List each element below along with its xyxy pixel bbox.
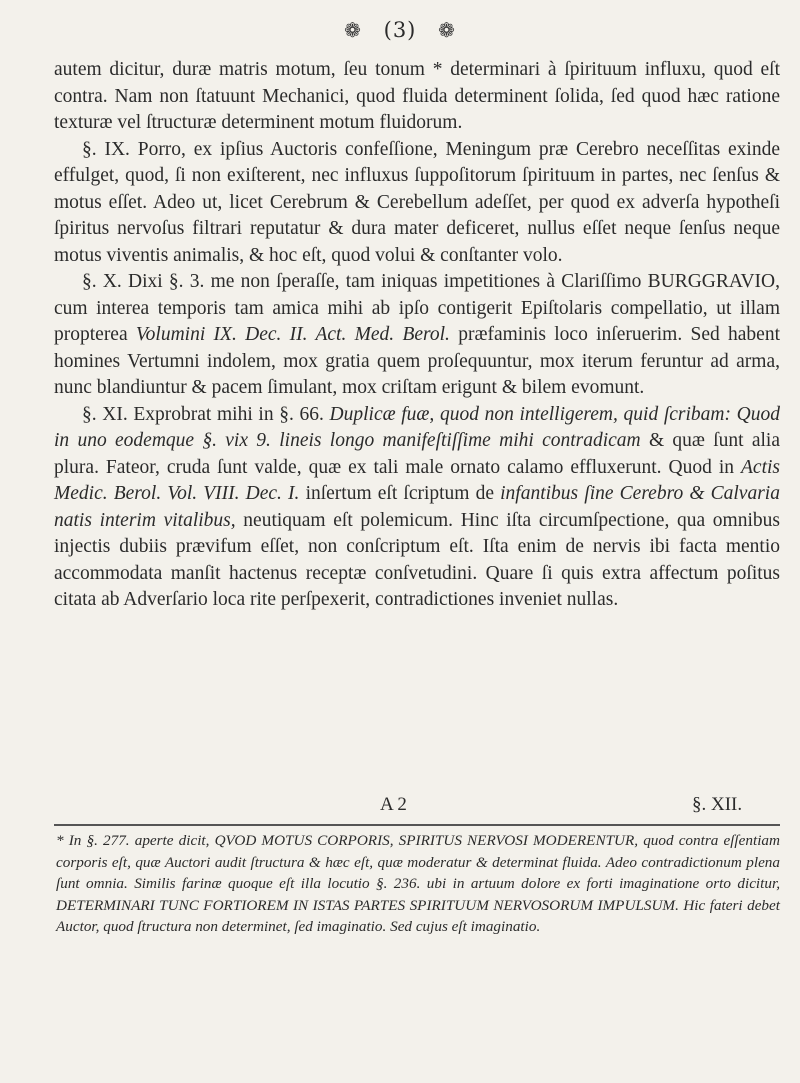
- italic-quote: Duplicæ fuæ, quod non intelligerem, quid ſcribam: Quod in uno eodemque §. vix 9. lineis longo manifeſtiſſime mihi contradicam: [54, 403, 780, 451]
- ornament-left-icon: ❁: [344, 18, 362, 42]
- ornament-right-icon: ❁: [438, 18, 456, 42]
- text-span: neutiquam eſt polemicum. Hinc iſta circumſpectione, qua omnibus injectis dubiis prævifum eſſet, non conſcriptum eſt. Iſta enim de nervis ibi facta mentio accommodata manſit hactenus receptæ conſvetudini. Quare ſi quis extra affectum poſitus citata ab Adverſario loca rite perſpexerit, contradictiones inveniet nullas.: [54, 509, 780, 610]
- italic-citation: Actis Medic. Berol. Vol. VIII. Dec. I.: [54, 456, 780, 504]
- italic-title: infantibus ſine Cerebro & Calvaria natis interim vitalibus,: [54, 483, 780, 531]
- text-span: §. XI. Exprobrat mihi in §. 66.: [82, 403, 330, 425]
- main-text: [54, 57, 780, 614]
- text-span: inſertum eſt ſcriptum de: [299, 483, 501, 504]
- catchline: [0, 794, 800, 820]
- paragraph-section-10: [54, 269, 780, 402]
- text-span: & quæ ſunt alia plura. Fateor, cruda ſunt valde, quæ ex tali male ornato calamo effluxerunt. Quod in: [54, 430, 780, 478]
- paragraph-section-9: §. IX. Porro, ex ipſius Auctoris confeſſione, Meningum præ Cerebro neceſſitas exinde effulget, quod, ſi non exiſterent, nec influxus ſuppoſitorum ſpirituum in partes, nec ſenſus & motus eſſet. Adeo ut, licet Cerebrum & Cerebellum adeſſet, per quod ex adverſa hypotheſi ſpiritus nervoſus filtrari reputatur & dura mater deficeret, nullus eſſet neque ſenſus neque motus viventis animalis, & hoc eſt, quod volui & conſtanter volo.: [54, 138, 780, 266]
- text-span: §. X. Dixi §. 3. me non ſperaſſe, tam iniquas impetitiones à Clariſſimo BURGGRAVIO, cum interea temporis tam amica mihi ab ipſo contigerit Epiſtolaris compellatio, ut illam propterea: [54, 271, 780, 345]
- footnote-divider: [54, 824, 780, 826]
- paragraph-continuation: autem dicitur, duræ matris motum, ſeu tonum * determinari à ſpirituum influxu, quod eſt contra. Nam non ſtatuunt Mechanici, quod fluida determinent ſolida, ſed quod hæc ratione texturæ vel ſtructuræ determinent motum fluidorum.: [54, 59, 780, 133]
- footnote: * In §. 277. aperte dicit, QVOD MOTUS CORPORIS, SPIRITUS NERVOSI MODERENTUR, quod contra eſſentiam corporis eſt, quæ Auctori audit ſtructura & hæc eſt, quæ moderatur & determinat fluida. Adeo contradictionum plena ſunt omnia. Similis farinæ quoque eſt illa locutio §. 236. ubi in artuum dolore ex forti imaginatione orto dicitur, DETERMINARI TUNC FORTIOREM IN ISTAS PARTES SPIRITUUM NERVOSORUM IMPULSUM. Hic fateri debet Auctor, quod ſtructura non determinet, ſed imaginatio. Sed cujus eſt imaginatio.: [56, 832, 780, 935]
- text-span: præfaminis loco inſeruerim. Sed habent homines Vertumni indolem, mox gratia quem proſequuntur, mox iterum feruntur ad arma, nunc blandiuntur & pacem ſimulant, mox criſtam erigunt & bilem evomunt.: [54, 324, 781, 398]
- page-number: (3): [383, 18, 417, 42]
- italic-citation: Volumini IX. Dec. II. Act. Med. Berol.: [135, 324, 450, 345]
- page-header: [0, 18, 800, 42]
- catchword: §. XII.: [692, 794, 743, 815]
- signature-mark: A 2: [380, 794, 407, 815]
- paragraph-section-11: [54, 402, 780, 614]
